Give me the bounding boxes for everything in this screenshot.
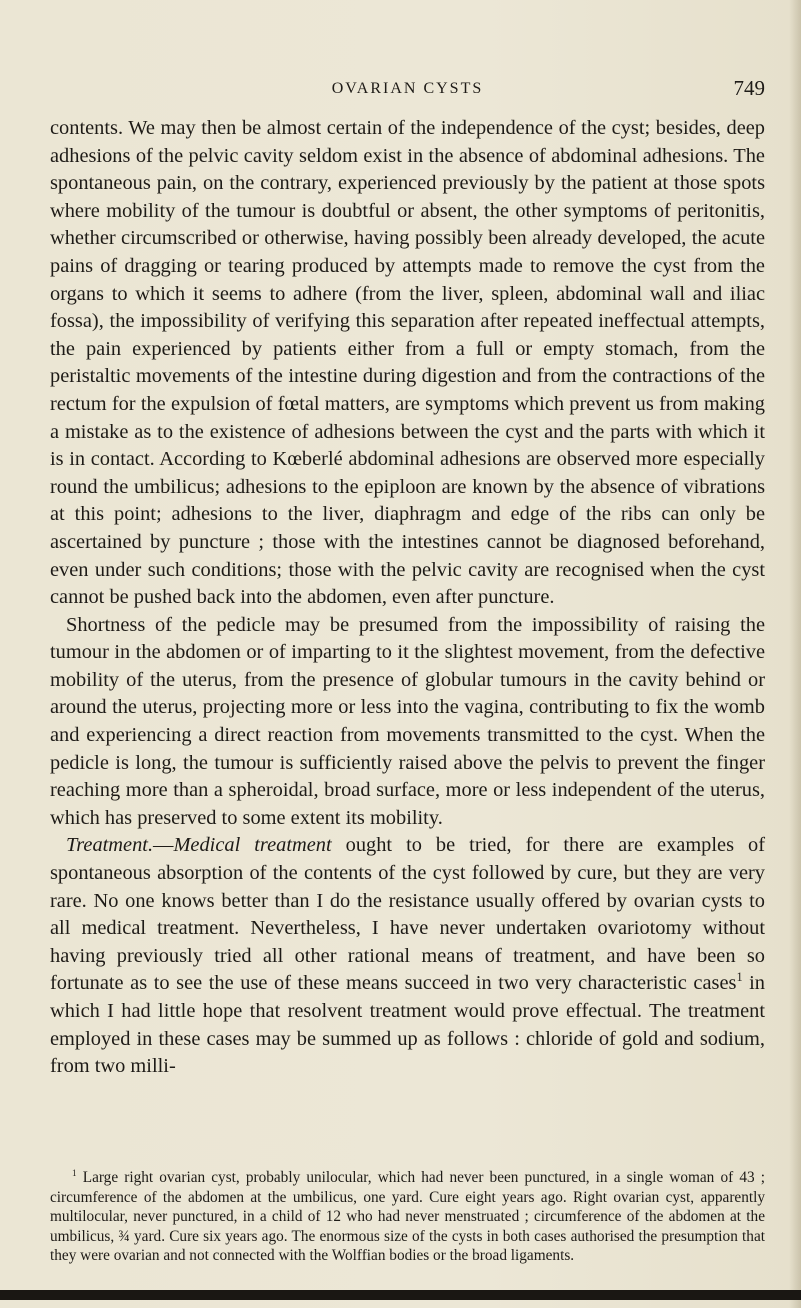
body-text bbox=[50, 115, 765, 1081]
paragraph-adhesions: contents. We may then be almost certain of the independence of the cyst; besides, deep adhesions of the pelvic cavity seldom exist in the absence of abdominal adhesions. The spontaneous pain, on the contrary, experienced previously by the patient at those spots where mobility of the tumour is doubtful or absent, the other symptoms of peritonitis, whether circumscribed or otherwise, having possibly been already developed, the acute pains of dragging or tearing produced by attempts made to remove the cyst from the organs to which it seems to adhere (from the liver, spleen, abdominal wall and iliac fossa), the impossibility of verifying this separation after repeated ineffectual attempts, the pain experienced by patients either from a full or empty stomach, from the peristaltic movements of the intestine during digestion and from the contractions of the rectum for the expulsion of fœtal matters, are symptoms which prevent us from making a mistake as to the existence of adhesions between the cyst and the parts with which it is in contact. According to Kœberlé abdominal adhesions are observed more especially round the umbilicus; adhesions to the epiploon are known by the absence of vibrations at this point; adhesions to the liver, diaphragm and edge of the ribs can only be ascertained by puncture ; those with the intestines cannot be diagnosed beforehand, even under such conditions; those with the pelvic cavity are recognised when the cyst cannot be pushed back into the abdomen, even after puncture. bbox=[50, 117, 765, 609]
bottom-border bbox=[0, 1290, 801, 1300]
paragraph-pedicle: Shortness of the pedicle may be presumed from the impossibility of raising the tumour in the abdomen or of imparting to it the slightest movement, from the defective mobility of the uterus, from the presence of globular tumours in the cavity behind or around the uterus, projecting more or less into the vagina, contributing to fix the womb and experiencing a direct reaction from movements transmitted to the cyst. When the pedicle is long, the tumour is sufficiently raised above the pelvis to prevent the finger reaching more than a spheroidal, broad surface, more or less independent of the uterus, which has preserved to some extent its mobility. bbox=[50, 613, 765, 829]
heading-dash: — bbox=[153, 834, 174, 857]
footnotes bbox=[50, 1168, 765, 1266]
treatment-text-b: in which I had little hope that resolvent treatment would prove effectual. The treatment employed in these cases may be summed up as follows : chloride of gold and sodium, from two milli- bbox=[50, 972, 765, 1078]
page-number: 749 bbox=[733, 76, 765, 100]
page-edge-shadow bbox=[789, 0, 801, 1308]
footnote-marker: 1 bbox=[72, 1167, 77, 1178]
treatment-text-a: ought to be tried, for there are examples of spontaneous absorption of the contents of the cyst followed by cure, but they are very rare. No one knows better than I do the resistance usually offered by ovarian cysts to all medical treatment. Nevertheless, I have never undertaken ovariotomy without having previously tried all other rational means of treatment, and have been so fortunate as to see the use of these means succeed in two very characteristic cases bbox=[50, 834, 765, 995]
treatment-heading: Treatment. bbox=[66, 834, 154, 857]
footnote-reference: 1 bbox=[736, 970, 743, 985]
medical-treatment-heading: Medical treatment bbox=[173, 834, 332, 857]
paragraph-treatment bbox=[50, 832, 765, 1080]
footnote bbox=[50, 1168, 765, 1266]
page-header bbox=[50, 68, 765, 108]
footnote-text: Large right ovarian cyst, probably unilocular, which had never been punctured, in a single woman of 43 ; circumference of the abdomen at the umbilicus, one yard. Cure eight years ago. Right ovarian cyst, apparently multilocular, never punctured, in a child of 12 who had never menstruated ; circumference of the abdomen at the umbilicus, ¾ yard. Cure six years ago. The enormous size of the cysts in both cases authorised the presumption that they were ovarian and not connected with the Wolffian bodies or the broad ligaments. bbox=[50, 1169, 765, 1264]
running-head: OVARIAN CYSTS bbox=[331, 80, 484, 97]
